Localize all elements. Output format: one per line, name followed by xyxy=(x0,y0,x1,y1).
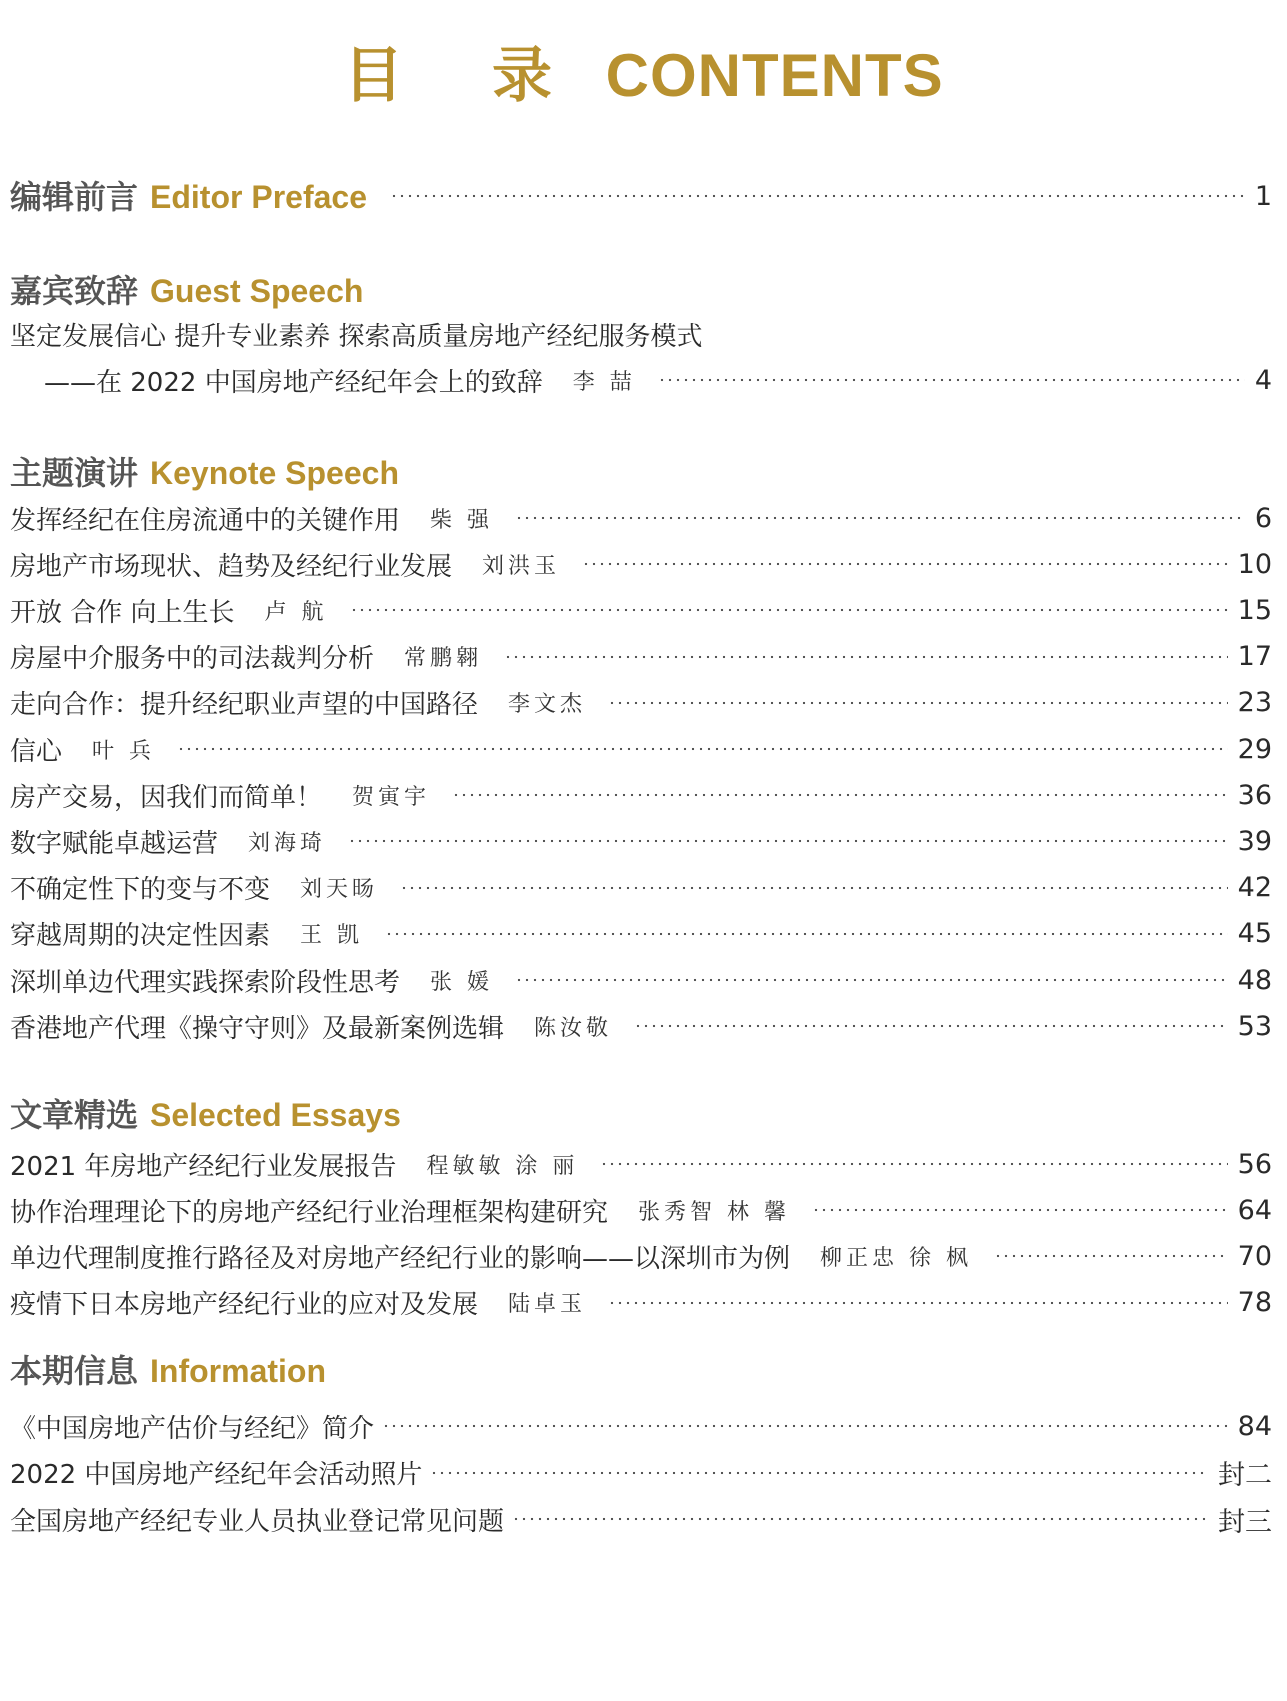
dot-leader xyxy=(504,654,1228,660)
page-number: 39 xyxy=(1237,825,1272,857)
toc-entry[interactable] xyxy=(10,498,1272,538)
page-number: 64 xyxy=(1237,1194,1272,1226)
section-keynote-speech xyxy=(10,448,399,494)
toc-entry[interactable] xyxy=(10,960,1272,1000)
dot-leader xyxy=(600,1161,1227,1167)
section-selected-essays xyxy=(10,1090,401,1136)
page-number: 封三 xyxy=(1218,1506,1272,1538)
toc-entry[interactable] xyxy=(390,176,1272,216)
page-number: 36 xyxy=(1237,779,1272,811)
page-number: 70 xyxy=(1237,1240,1272,1272)
author-name: 陆卓玉 xyxy=(508,1292,587,1318)
toc-entry-title: 2021 年房地产经纪行业发展报告 xyxy=(10,1151,397,1182)
toc-entry[interactable] xyxy=(10,1236,1272,1276)
toc-entry[interactable] xyxy=(10,683,1272,723)
toc-entry[interactable] xyxy=(10,1499,1272,1539)
page-number: 78 xyxy=(1237,1287,1272,1319)
toc-entry-title: 房屋中介服务中的司法裁判分析 xyxy=(10,644,375,675)
dot-leader xyxy=(400,885,1228,891)
toc-entry[interactable] xyxy=(10,1453,1272,1493)
dot-leader xyxy=(177,746,1228,752)
author-name: 程敏敏 涂 丽 xyxy=(426,1153,579,1179)
toc-entry-title: 《中国房地产估价与经纪》简介 xyxy=(10,1413,375,1444)
title-chinese: 目 录 xyxy=(343,42,588,109)
toc-entry-title: 全国房地产经纪专业人员执业登记常见问题 xyxy=(10,1506,505,1537)
toc-entry[interactable] xyxy=(10,544,1272,584)
toc-entry-title: 不确定性下的变与不变 xyxy=(10,875,271,906)
section-information xyxy=(10,1346,326,1392)
page-number: 15 xyxy=(1237,594,1272,626)
section-editor-preface xyxy=(10,172,367,218)
toc-entry-title: 疫情下日本房地产经纪行业的应对及发展 xyxy=(10,1290,479,1321)
toc-entry[interactable] xyxy=(10,821,1272,861)
page-number: 84 xyxy=(1237,1410,1272,1442)
section-title-zh: 编辑前言 xyxy=(10,178,139,216)
toc-entry-title: 房产交易，因我们而简单！ xyxy=(10,782,323,813)
author-name: 柴 强 xyxy=(430,507,494,533)
dot-leader xyxy=(608,1300,1228,1306)
page-number: 17 xyxy=(1237,641,1272,673)
toc-entry-title: 发挥经纪在住房流通中的关键作用 xyxy=(10,505,401,536)
dot-leader xyxy=(515,977,1228,983)
dot-leader xyxy=(994,1253,1228,1259)
page-number: 封二 xyxy=(1218,1460,1272,1491)
author-name: 柳正忠 徐 枫 xyxy=(820,1245,973,1271)
dot-leader xyxy=(634,1023,1228,1029)
page-number: 29 xyxy=(1237,733,1272,765)
dot-leader xyxy=(582,561,1228,567)
dot-leader xyxy=(348,838,1228,844)
toc-entry-title: 单边代理制度推行路径及对房地产经纪行业的影响——以深圳市为例 xyxy=(10,1243,791,1274)
author-name: 王 凯 xyxy=(300,923,364,949)
toc-entry[interactable] xyxy=(10,1190,1272,1230)
toc-entry[interactable] xyxy=(10,590,1272,630)
author-name: 叶 兵 xyxy=(92,738,156,764)
toc-entry-subtitle: ——在 2022 中国房地产经纪年会上的致辞 xyxy=(44,367,543,398)
section-title-en: Keynote Speech xyxy=(150,455,399,491)
author-name: 贺寅宇 xyxy=(352,784,431,810)
page-number: 42 xyxy=(1237,872,1272,904)
toc-entry-title: 数字赋能卓越运营 xyxy=(10,828,219,859)
toc-entry[interactable] xyxy=(10,1283,1272,1323)
dot-leader xyxy=(385,931,1228,937)
author-name: 刘天旸 xyxy=(300,877,379,903)
dot-leader xyxy=(452,792,1228,798)
toc-entry[interactable] xyxy=(10,914,1272,954)
page-number: 4 xyxy=(1254,364,1272,396)
toc-entry[interactable] xyxy=(44,360,1272,400)
page-title xyxy=(0,28,1287,114)
toc-entry-title[interactable]: 坚定发展信心 提升专业素养 探索高质量房地产经纪服务模式 xyxy=(10,322,703,352)
section-title-en: Information xyxy=(150,1353,326,1389)
title-english: CONTENTS xyxy=(605,42,944,109)
section-title-en: Guest Speech xyxy=(150,273,364,309)
dot-leader xyxy=(608,700,1228,706)
dot-leader xyxy=(515,515,1245,521)
toc-entry-title: 走向合作：提升经纪职业声望的中国路径 xyxy=(10,690,479,721)
toc-entry[interactable] xyxy=(10,1406,1272,1446)
toc-entry[interactable] xyxy=(10,729,1272,769)
section-title-zh: 文章精选 xyxy=(10,1096,139,1134)
toc-entry[interactable] xyxy=(10,775,1272,815)
section-title-zh: 本期信息 xyxy=(10,1352,139,1390)
dot-leader xyxy=(430,1470,1208,1476)
section-guest-speech xyxy=(10,266,363,312)
page-number: 45 xyxy=(1237,918,1272,950)
author-name: 陈汝敬 xyxy=(534,1015,613,1041)
toc-entry-title: 深圳单边代理实践探索阶段性思考 xyxy=(10,967,401,998)
section-title-en: Editor Preface xyxy=(150,179,367,215)
author-name: 张秀智 林 馨 xyxy=(638,1199,791,1225)
author-name: 张 媛 xyxy=(430,969,494,995)
page-number: 48 xyxy=(1237,964,1272,996)
dot-leader xyxy=(382,1423,1228,1429)
dot-leader xyxy=(390,193,1245,199)
page-number: 23 xyxy=(1237,687,1272,719)
page-number: 1 xyxy=(1254,180,1272,212)
author-name: 卢 航 xyxy=(264,599,328,625)
dot-leader xyxy=(512,1516,1208,1522)
page-number: 56 xyxy=(1237,1148,1272,1180)
page-number: 6 xyxy=(1254,502,1272,534)
toc-entry-title: 2022 中国房地产经纪年会活动照片 xyxy=(10,1460,423,1490)
toc-entry-title: 穿越周期的决定性因素 xyxy=(10,921,271,952)
toc-entry-title: 房地产市场现状、趋势及经纪行业发展 xyxy=(10,551,453,582)
toc-entry-title: 香港地产代理《操守守则》及最新案例选辑 xyxy=(10,1013,505,1044)
author-name: 李 喆 xyxy=(572,369,636,395)
toc-entry[interactable] xyxy=(10,1144,1272,1184)
toc-entry[interactable] xyxy=(10,868,1272,908)
toc-entry[interactable] xyxy=(10,1006,1272,1046)
toc-entry-title: 信心 xyxy=(10,736,63,767)
toc-entry[interactable] xyxy=(10,637,1272,677)
author-name: 刘海琦 xyxy=(248,830,327,856)
dot-leader xyxy=(350,607,1228,613)
author-name: 刘洪玉 xyxy=(482,553,561,579)
author-name: 李文杰 xyxy=(508,692,587,718)
page-number: 10 xyxy=(1237,548,1272,580)
section-title-en: Selected Essays xyxy=(150,1097,401,1133)
author-name: 常鹏翱 xyxy=(404,646,483,672)
toc-entry-title: 协作治理理论下的房地产经纪行业治理框架构建研究 xyxy=(10,1197,609,1228)
page-number: 53 xyxy=(1237,1010,1272,1042)
section-title-zh: 主题演讲 xyxy=(10,454,139,492)
toc-entry-title: 开放 合作 向上生长 xyxy=(10,597,235,628)
dot-leader xyxy=(658,377,1245,383)
dot-leader xyxy=(812,1207,1228,1213)
section-title-zh: 嘉宾致辞 xyxy=(10,272,139,310)
